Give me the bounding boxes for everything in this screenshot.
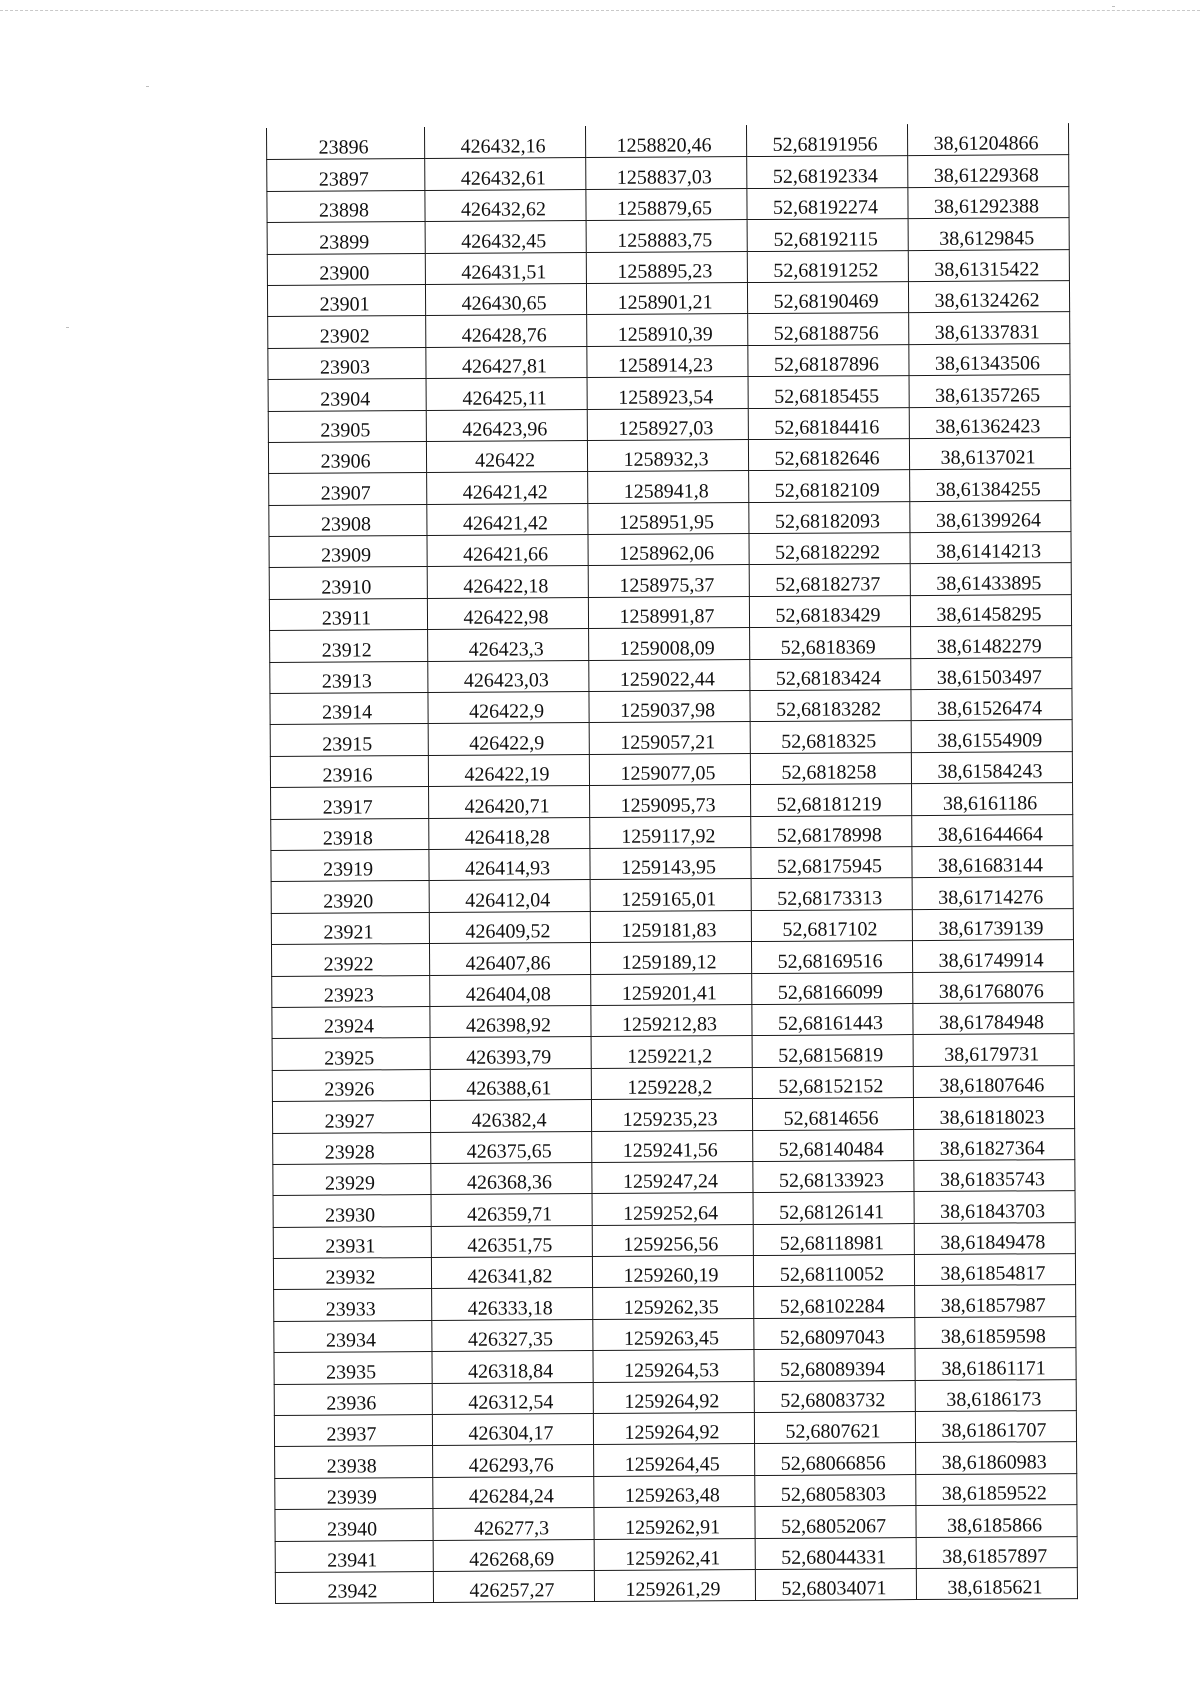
x-coordinate-cell: 426430,65 (425, 283, 586, 315)
longitude-cell: 38,61843703 (914, 1191, 1075, 1223)
longitude-cell: 38,61324262 (908, 281, 1069, 313)
point-number-cell: 23932 (273, 1258, 431, 1290)
x-coordinate-cell: 426422,18 (427, 566, 588, 598)
longitude-cell: 38,61526474 (911, 689, 1072, 721)
latitude-cell: 52,68185455 (748, 376, 909, 408)
y-coordinate-cell: 1259262,91 (594, 1507, 755, 1539)
latitude-cell: 52,68178998 (751, 815, 912, 847)
point-number-cell: 23921 (271, 912, 429, 944)
table-row (267, 218, 1069, 254)
point-number-cell: 23913 (270, 661, 428, 693)
latitude-cell: 52,6814656 (752, 1098, 913, 1130)
x-coordinate-cell: 426432,62 (425, 189, 586, 221)
latitude-cell: 52,68140484 (753, 1129, 914, 1161)
y-coordinate-cell: 1258991,87 (588, 596, 749, 628)
table-row (274, 1316, 1076, 1352)
x-coordinate-cell: 426422,9 (428, 723, 589, 755)
y-coordinate-cell: 1258901,21 (586, 283, 747, 315)
table-row (268, 375, 1070, 411)
x-coordinate-cell: 426312,54 (432, 1382, 593, 1414)
longitude-cell: 38,61362423 (909, 406, 1070, 438)
x-coordinate-cell: 426359,71 (431, 1194, 592, 1226)
table-row (274, 1411, 1076, 1447)
table-row (273, 1159, 1075, 1195)
table-row (275, 1473, 1077, 1509)
y-coordinate-cell: 1259260,19 (592, 1256, 753, 1288)
x-coordinate-cell: 426423,3 (428, 629, 589, 661)
table-row (273, 1191, 1075, 1227)
x-coordinate-cell: 426422,19 (428, 754, 589, 786)
table-row (270, 657, 1072, 693)
point-number-cell: 23914 (270, 693, 428, 725)
longitude-cell: 38,61768076 (913, 971, 1074, 1003)
table-row (269, 532, 1071, 568)
x-coordinate-cell: 426422 (426, 440, 587, 472)
latitude-cell: 52,68188756 (748, 313, 909, 345)
x-coordinate-cell: 426418,28 (429, 817, 590, 849)
latitude-cell: 52,68181219 (751, 784, 912, 816)
y-coordinate-cell: 1259241,56 (592, 1130, 753, 1162)
longitude-cell: 38,6129845 (908, 218, 1069, 250)
table-row (272, 1097, 1074, 1133)
longitude-cell: 38,61584243 (911, 751, 1072, 783)
latitude-cell: 52,68182292 (749, 533, 910, 565)
point-number-cell: 23905 (268, 410, 426, 442)
table-row (272, 1003, 1074, 1039)
point-number-cell: 23911 (269, 598, 427, 630)
point-number-cell: 23918 (271, 818, 429, 850)
table-row (271, 877, 1073, 913)
latitude-cell: 52,68183424 (750, 658, 911, 690)
latitude-cell: 52,68191252 (747, 250, 908, 282)
longitude-cell: 38,61854817 (914, 1254, 1075, 1286)
x-coordinate-cell: 426407,86 (429, 943, 590, 975)
latitude-cell: 52,68126141 (753, 1192, 914, 1224)
point-number-cell: 23916 (270, 755, 428, 787)
longitude-cell: 38,61482279 (911, 626, 1072, 658)
latitude-cell: 52,68187896 (748, 344, 909, 376)
x-coordinate-cell: 426409,52 (429, 911, 590, 943)
table-row (271, 783, 1073, 819)
longitude-cell: 38,61384255 (910, 469, 1071, 501)
longitude-cell: 38,61860983 (916, 1442, 1077, 1474)
table-row (270, 751, 1072, 787)
latitude-cell: 52,68183429 (749, 595, 910, 627)
scan-speck (1112, 6, 1115, 7)
x-coordinate-cell: 426382,4 (430, 1100, 591, 1132)
latitude-cell: 52,68097043 (754, 1317, 915, 1349)
longitude-cell: 38,61433895 (910, 563, 1071, 595)
longitude-cell: 38,61644664 (912, 814, 1073, 846)
table-row (269, 563, 1071, 599)
longitude-cell: 38,61414213 (910, 532, 1071, 564)
x-coordinate-cell: 426425,11 (426, 378, 587, 410)
point-number-cell: 23899 (267, 222, 425, 254)
point-number-cell: 23896 (267, 128, 425, 160)
point-number-cell: 23939 (275, 1477, 433, 1509)
point-number-cell: 23925 (272, 1038, 430, 1070)
table-row (267, 124, 1069, 160)
latitude-cell: 52,68102284 (754, 1286, 915, 1318)
x-coordinate-cell: 426268,69 (433, 1539, 594, 1571)
longitude-cell: 38,61399264 (910, 500, 1071, 532)
point-number-cell: 23924 (272, 1006, 430, 1038)
latitude-cell: 52,68192115 (747, 219, 908, 251)
table-row (272, 971, 1074, 1007)
table-row (273, 1222, 1075, 1258)
latitude-cell: 52,68175945 (751, 847, 912, 879)
latitude-cell: 52,68066856 (755, 1443, 916, 1475)
latitude-cell: 52,6818369 (750, 627, 911, 659)
longitude-cell: 38,6185621 (916, 1568, 1077, 1600)
point-number-cell: 23935 (274, 1352, 432, 1384)
longitude-cell: 38,6179731 (913, 1034, 1074, 1066)
scan-top-edge (0, 10, 1200, 11)
table-row (274, 1379, 1076, 1415)
longitude-cell: 38,6161186 (912, 783, 1073, 815)
y-coordinate-cell: 1259221,2 (591, 1036, 752, 1068)
point-number-cell: 23902 (268, 316, 426, 348)
latitude-cell: 52,68161443 (752, 1004, 913, 1036)
table-row (267, 155, 1069, 191)
longitude-cell: 38,61739139 (912, 908, 1073, 940)
point-number-cell: 23904 (268, 379, 426, 411)
scan-speck (66, 327, 69, 328)
point-number-cell: 23934 (274, 1320, 432, 1352)
x-coordinate-cell: 426388,61 (430, 1068, 591, 1100)
latitude-cell: 52,68058303 (755, 1474, 916, 1506)
x-coordinate-cell: 426293,76 (433, 1445, 594, 1477)
y-coordinate-cell: 1259117,92 (590, 816, 751, 848)
latitude-cell: 52,68173313 (751, 878, 912, 910)
y-coordinate-cell: 1258820,46 (585, 126, 746, 158)
longitude-cell: 38,6185866 (916, 1505, 1077, 1537)
x-coordinate-cell: 426404,08 (430, 974, 591, 1006)
point-number-cell: 23910 (269, 567, 427, 599)
table-row (270, 689, 1072, 725)
table-row (274, 1348, 1076, 1384)
x-coordinate-cell: 426420,71 (429, 786, 590, 818)
longitude-cell: 38,61343506 (909, 343, 1070, 375)
x-coordinate-cell: 426393,79 (430, 1037, 591, 1069)
table-row (270, 626, 1072, 662)
x-coordinate-cell: 426421,42 (427, 472, 588, 504)
latitude-cell: 52,68156819 (752, 1035, 913, 1067)
y-coordinate-cell: 1259263,48 (594, 1475, 755, 1507)
longitude-cell: 38,61554909 (911, 720, 1072, 752)
x-coordinate-cell: 426398,92 (430, 1005, 591, 1037)
y-coordinate-cell: 1258962,06 (588, 534, 749, 566)
x-coordinate-cell: 426428,76 (426, 315, 587, 347)
y-coordinate-cell: 1259037,98 (589, 691, 750, 723)
point-number-cell: 23912 (270, 630, 428, 662)
y-coordinate-cell: 1259256,56 (592, 1224, 753, 1256)
point-number-cell: 23908 (269, 504, 427, 536)
table-row (268, 437, 1070, 473)
longitude-cell: 38,61807646 (913, 1065, 1074, 1097)
x-coordinate-cell: 426414,93 (429, 849, 590, 881)
y-coordinate-cell: 1259264,53 (593, 1350, 754, 1382)
y-coordinate-cell: 1259262,35 (593, 1287, 754, 1319)
point-number-cell: 23937 (274, 1415, 432, 1447)
table-row (272, 1034, 1074, 1070)
longitude-cell: 38,61458295 (910, 594, 1071, 626)
y-coordinate-cell: 1258837,03 (586, 157, 747, 189)
x-coordinate-cell: 426431,51 (425, 252, 586, 284)
latitude-cell: 52,68192274 (747, 187, 908, 219)
x-coordinate-cell: 426351,75 (431, 1225, 592, 1257)
point-number-cell: 23942 (275, 1571, 433, 1603)
longitude-cell: 38,61503497 (911, 657, 1072, 689)
latitude-cell: 52,6807621 (754, 1412, 915, 1444)
x-coordinate-cell: 426257,27 (433, 1570, 594, 1602)
y-coordinate-cell: 1258883,75 (586, 220, 747, 252)
y-coordinate-cell: 1258975,37 (588, 565, 749, 597)
y-coordinate-cell: 1258927,03 (587, 408, 748, 440)
latitude-cell: 52,68089394 (754, 1349, 915, 1381)
coordinate-table (266, 123, 1078, 1604)
latitude-cell: 52,6818258 (750, 752, 911, 784)
point-number-cell: 23922 (271, 944, 429, 976)
x-coordinate-cell: 426423,96 (426, 409, 587, 441)
latitude-cell: 52,68182093 (749, 501, 910, 533)
point-number-cell: 23923 (272, 975, 430, 1007)
longitude-cell: 38,61857987 (915, 1285, 1076, 1317)
latitude-cell: 52,68191956 (746, 125, 907, 157)
latitude-cell: 52,68052067 (755, 1506, 916, 1538)
longitude-cell: 38,61714276 (912, 877, 1073, 909)
longitude-cell: 38,61827364 (914, 1128, 1075, 1160)
point-number-cell: 23900 (267, 253, 425, 285)
y-coordinate-cell: 1259008,09 (589, 628, 750, 660)
latitude-cell: 52,68118981 (753, 1223, 914, 1255)
table-row (271, 846, 1073, 882)
point-number-cell: 23917 (271, 787, 429, 819)
y-coordinate-cell: 1259261,29 (594, 1570, 755, 1602)
latitude-cell: 52,68182109 (749, 470, 910, 502)
table-row (275, 1568, 1077, 1604)
table-row (271, 814, 1073, 850)
longitude-cell: 38,61784948 (913, 1003, 1074, 1035)
y-coordinate-cell: 1259212,83 (591, 1004, 752, 1036)
latitude-cell: 52,68044331 (755, 1537, 916, 1569)
longitude-cell: 38,61337831 (909, 312, 1070, 344)
longitude-cell: 38,61861171 (915, 1348, 1076, 1380)
latitude-cell: 52,68184416 (748, 407, 909, 439)
table-row (275, 1536, 1077, 1572)
x-coordinate-cell: 426333,18 (432, 1288, 593, 1320)
y-coordinate-cell: 1259201,41 (591, 973, 752, 1005)
table-row (275, 1442, 1077, 1478)
latitude-cell: 52,68152152 (752, 1066, 913, 1098)
y-coordinate-cell: 1258923,54 (587, 377, 748, 409)
longitude-cell: 38,6137021 (909, 437, 1070, 469)
x-coordinate-cell: 426368,36 (431, 1162, 592, 1194)
x-coordinate-cell: 426412,04 (429, 880, 590, 912)
table-row (269, 594, 1071, 630)
longitude-cell: 38,61357265 (909, 375, 1070, 407)
longitude-cell: 38,61861707 (915, 1411, 1076, 1443)
y-coordinate-cell: 1259264,92 (593, 1413, 754, 1445)
x-coordinate-cell: 426427,81 (426, 346, 587, 378)
point-number-cell: 23936 (274, 1383, 432, 1415)
y-coordinate-cell: 1259165,01 (590, 879, 751, 911)
table-row (269, 500, 1071, 536)
longitude-cell: 38,61683144 (912, 846, 1073, 878)
y-coordinate-cell: 1259262,41 (594, 1538, 755, 1570)
point-number-cell: 23928 (273, 1132, 431, 1164)
latitude-cell: 52,68190469 (747, 282, 908, 314)
point-number-cell: 23897 (267, 159, 425, 191)
longitude-cell: 38,61204866 (907, 124, 1068, 156)
y-coordinate-cell: 1259095,73 (590, 785, 751, 817)
latitude-cell: 52,68083732 (754, 1380, 915, 1412)
longitude-cell: 38,61859598 (915, 1316, 1076, 1348)
point-number-cell: 23933 (274, 1289, 432, 1321)
x-coordinate-cell: 426341,82 (431, 1257, 592, 1289)
y-coordinate-cell: 1258941,8 (588, 471, 749, 503)
latitude-cell: 52,68169516 (751, 941, 912, 973)
table-row (271, 940, 1073, 976)
coordinate-table-sheet (266, 123, 1077, 1606)
y-coordinate-cell: 1258951,95 (588, 502, 749, 534)
y-coordinate-cell: 1259181,83 (590, 910, 751, 942)
x-coordinate-cell: 426421,42 (427, 503, 588, 535)
point-number-cell: 23915 (270, 724, 428, 756)
point-number-cell: 23929 (273, 1163, 431, 1195)
longitude-cell: 38,6186173 (915, 1379, 1076, 1411)
point-number-cell: 23898 (267, 190, 425, 222)
point-number-cell: 23919 (271, 850, 429, 882)
longitude-cell: 38,61857897 (916, 1536, 1077, 1568)
x-coordinate-cell: 426284,24 (433, 1476, 594, 1508)
point-number-cell: 23906 (268, 441, 426, 473)
longitude-cell: 38,61835743 (914, 1159, 1075, 1191)
y-coordinate-cell: 1259252,64 (592, 1193, 753, 1225)
point-number-cell: 23903 (268, 347, 426, 379)
table-row (267, 186, 1069, 222)
point-number-cell: 23920 (271, 881, 429, 913)
table-row (268, 406, 1070, 442)
point-number-cell: 23927 (272, 1101, 430, 1133)
latitude-cell: 52,68133923 (753, 1160, 914, 1192)
table-row (267, 281, 1069, 317)
point-number-cell: 23938 (275, 1446, 433, 1478)
point-number-cell: 23907 (269, 473, 427, 505)
table-row (271, 908, 1073, 944)
y-coordinate-cell: 1259263,45 (593, 1318, 754, 1350)
latitude-cell: 52,68110052 (753, 1255, 914, 1287)
table-row (269, 469, 1071, 505)
latitude-cell: 52,68192334 (747, 156, 908, 188)
y-coordinate-cell: 1258910,39 (587, 314, 748, 346)
table-row (272, 1065, 1074, 1101)
latitude-cell: 52,6817102 (751, 909, 912, 941)
table-row (275, 1505, 1077, 1541)
latitude-cell: 52,68034071 (755, 1569, 916, 1601)
x-coordinate-cell: 426422,9 (428, 692, 589, 724)
latitude-cell: 52,68166099 (752, 972, 913, 1004)
longitude-cell: 38,61292388 (908, 186, 1069, 218)
longitude-cell: 38,61859522 (916, 1473, 1077, 1505)
latitude-cell: 52,68183282 (750, 690, 911, 722)
table-row (273, 1128, 1075, 1164)
table-row (268, 312, 1070, 348)
point-number-cell: 23926 (272, 1069, 430, 1101)
y-coordinate-cell: 1259264,45 (594, 1444, 755, 1476)
x-coordinate-cell: 426327,35 (432, 1319, 593, 1351)
y-coordinate-cell: 1259247,24 (592, 1161, 753, 1193)
point-number-cell: 23909 (269, 536, 427, 568)
point-number-cell: 23940 (275, 1509, 433, 1541)
y-coordinate-cell: 1259264,92 (593, 1381, 754, 1413)
longitude-cell: 38,61229368 (908, 155, 1069, 187)
table-row (267, 249, 1069, 285)
y-coordinate-cell: 1259077,05 (589, 753, 750, 785)
x-coordinate-cell: 426432,61 (425, 158, 586, 190)
table-row (270, 720, 1072, 756)
longitude-cell: 38,61315422 (908, 249, 1069, 281)
y-coordinate-cell: 1258895,23 (586, 251, 747, 283)
coordinate-table-body (267, 124, 1078, 1604)
longitude-cell: 38,61849478 (914, 1222, 1075, 1254)
scan-speck (146, 86, 149, 87)
x-coordinate-cell: 426277,3 (433, 1508, 594, 1540)
y-coordinate-cell: 1259189,12 (590, 942, 751, 974)
y-coordinate-cell: 1259235,23 (591, 1099, 752, 1131)
y-coordinate-cell: 1259143,95 (590, 848, 751, 880)
x-coordinate-cell: 426423,03 (428, 660, 589, 692)
x-coordinate-cell: 426421,66 (427, 535, 588, 567)
x-coordinate-cell: 426318,84 (432, 1351, 593, 1383)
x-coordinate-cell: 426422,98 (427, 597, 588, 629)
table-row (274, 1285, 1076, 1321)
y-coordinate-cell: 1259228,2 (591, 1067, 752, 1099)
point-number-cell: 23901 (267, 284, 425, 316)
table-row (273, 1254, 1075, 1290)
point-number-cell: 23941 (275, 1540, 433, 1572)
y-coordinate-cell: 1259057,21 (589, 722, 750, 754)
y-coordinate-cell: 1259022,44 (589, 659, 750, 691)
y-coordinate-cell: 1258914,23 (587, 345, 748, 377)
x-coordinate-cell: 426432,16 (425, 127, 586, 159)
y-coordinate-cell: 1258879,65 (586, 188, 747, 220)
point-number-cell: 23930 (273, 1195, 431, 1227)
table-row (268, 343, 1070, 379)
y-coordinate-cell: 1258932,3 (587, 439, 748, 471)
x-coordinate-cell: 426375,65 (431, 1131, 592, 1163)
longitude-cell: 38,61749914 (912, 940, 1073, 972)
latitude-cell: 52,6818325 (750, 721, 911, 753)
latitude-cell: 52,68182737 (749, 564, 910, 596)
latitude-cell: 52,68182646 (748, 438, 909, 470)
point-number-cell: 23931 (273, 1226, 431, 1258)
x-coordinate-cell: 426432,45 (425, 221, 586, 253)
x-coordinate-cell: 426304,17 (432, 1414, 593, 1446)
longitude-cell: 38,61818023 (913, 1097, 1074, 1129)
